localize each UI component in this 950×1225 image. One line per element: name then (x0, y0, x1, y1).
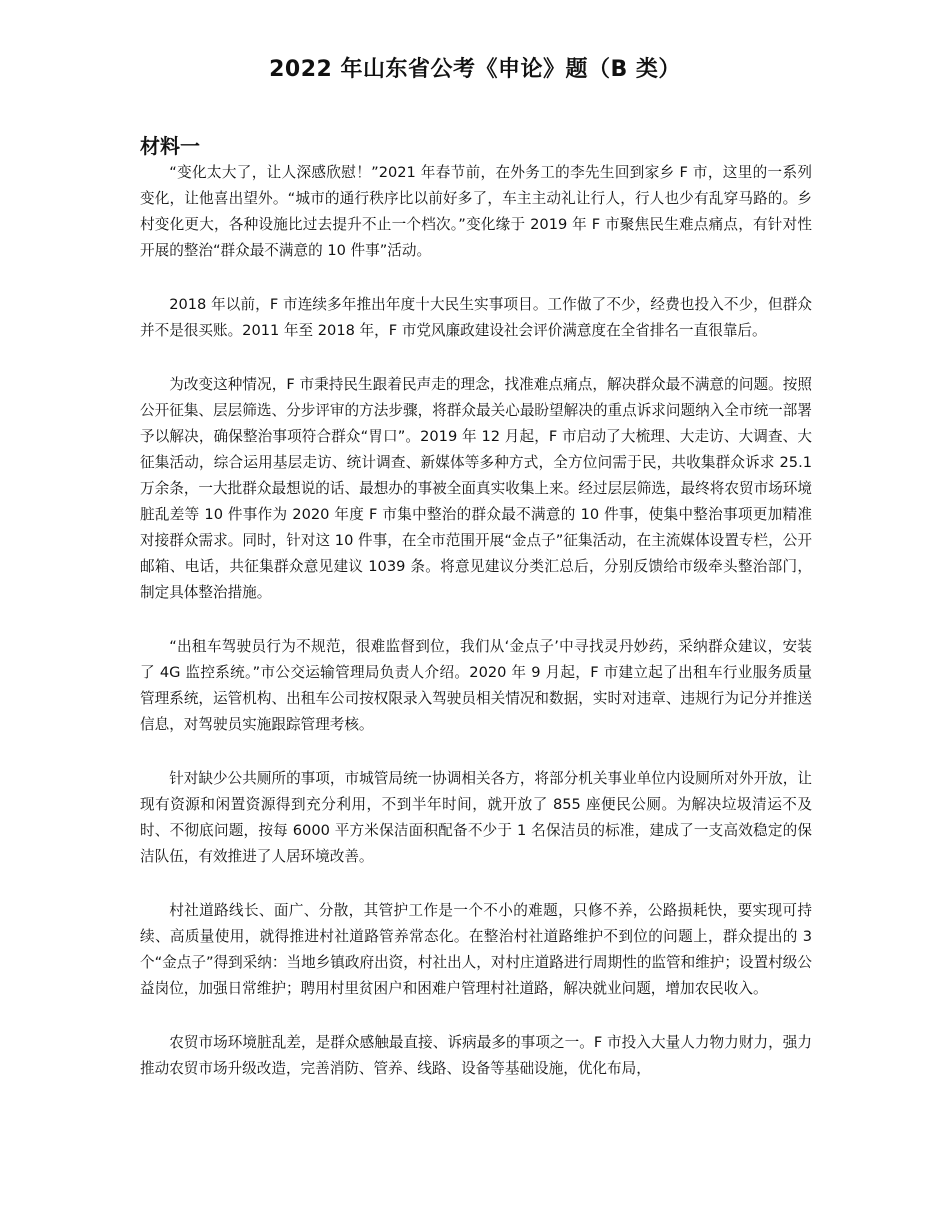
paragraph: 2018 年以前，F 市连续多年推出年度十大民生实事项目。工作做了不少，经费也投入不少，但群众并不是很买账。2011 年至 2018 年，F 市党风廉政建设社会评价满意度在全省排名一直很靠后。 (140, 296, 812, 339)
section-heading: 材料一 (140, 134, 200, 158)
paragraph: 村社道路线长、面广、分散，其管护工作是一个不小的难题，只修不养，公路损耗快，要实现可持续、高质量使用，就得推进村社道路管养常态化。在整治村社道路维护不到位的问题上，群众提出的 3 个“金点子”得到采纳：当地乡镇政府出资，村社出人，对村庄道路进行周期性的监管和维护；设置村级公益岗位，加强日常维护；聘用村里贫困户和困难户管理村社道路，解决就业问题，增加农民收入。 (140, 902, 812, 997)
paragraph: “出租车驾驶员行为不规范，很难监督到位，我们从‘金点子’中寻找灵丹妙药，采纳群众建议，安装了 4G 监控系统。”市公交运输管理局负责人介绍。2020 年 9 月起，F 市建立起了出租车行业服务质量管理系统，运管机构、出租车公司按权限录入驾驶员相关情况和数据，实时对违章、违规行为记分并推送信息，对驾驶员实施跟踪管理考核。 (140, 638, 812, 733)
paragraph: 针对缺少公共厕所的事项，市城管局统一协调相关各方，将部分机关事业单位内设厕所对外开放，让现有资源和闲置资源得到充分利用，不到半年时间，就开放了 855 座便民公厕。为解决垃圾清运不及时、不彻底问题，按每 6000 平方米保洁面积配备不少于 1 名保洁员的标准，建成了一支高效稳定的保洁队伍，有效推进了人居环境改善。 (140, 770, 812, 865)
document-body (140, 160, 812, 1110)
paragraph: 为改变这种情况，F 市秉持民生跟着民声走的理念，找准难点痛点，解决群众最不满意的问题。按照公开征集、层层筛选、分步评审的方法步骤，将群众最关心最盼望解决的重点诉求问题纳入全市统一部署予以解决，确保整治事项符合群众“胃口”。2019 年 12 月起，F 市启动了大梳理、大走访、大调查、大征集活动，综合运用基层走访、统计调查、新媒体等多种方式，全方位问需于民，共收集群众诉求 25.1 万余条，一大批群众最想说的话、最想办的事被全面真实收集上来。经过层层筛选，最终将农贸市场环境脏乱差等 10 件事作为 2020 年度 F 市集中整治的群众最不满意的 10 件事，使集中整治事项更加精准对接群众需求。同时，针对这 10 件事，在全市范围开展“金点子”征集活动，在主流媒体设置专栏，公开邮箱、电话，共征集群众意见建议 1039 条。将意见建议分类汇总后，分别反馈给市级牵头整治部门，制定具体整治措施。 (140, 376, 812, 601)
paragraph: “变化太大了，让人深感欣慰！”2021 年春节前，在外务工的李先生回到家乡 F 市，这里的一系列变化，让他喜出望外。“城市的通行秩序比以前好多了，车主主动礼让行人，行人也少有乱穿马路的。乡村变化更大，各种设施比过去提升不止一个档次。”变化缘于 2019 年 F 市聚焦民生难点痛点，有针对性开展的整治“群众最不满意的 10 件事”活动。 (140, 164, 812, 259)
document-title: 2022 年山东省公考《申论》题（B 类） (269, 57, 681, 82)
paragraph: 农贸市场环境脏乱差，是群众感触最直接、诉病最多的事项之一。F 市投入大量人力物力财力，强力推动农贸市场升级改造，完善消防、管养、线路、设备等基础设施，优化布局， (140, 1034, 812, 1077)
